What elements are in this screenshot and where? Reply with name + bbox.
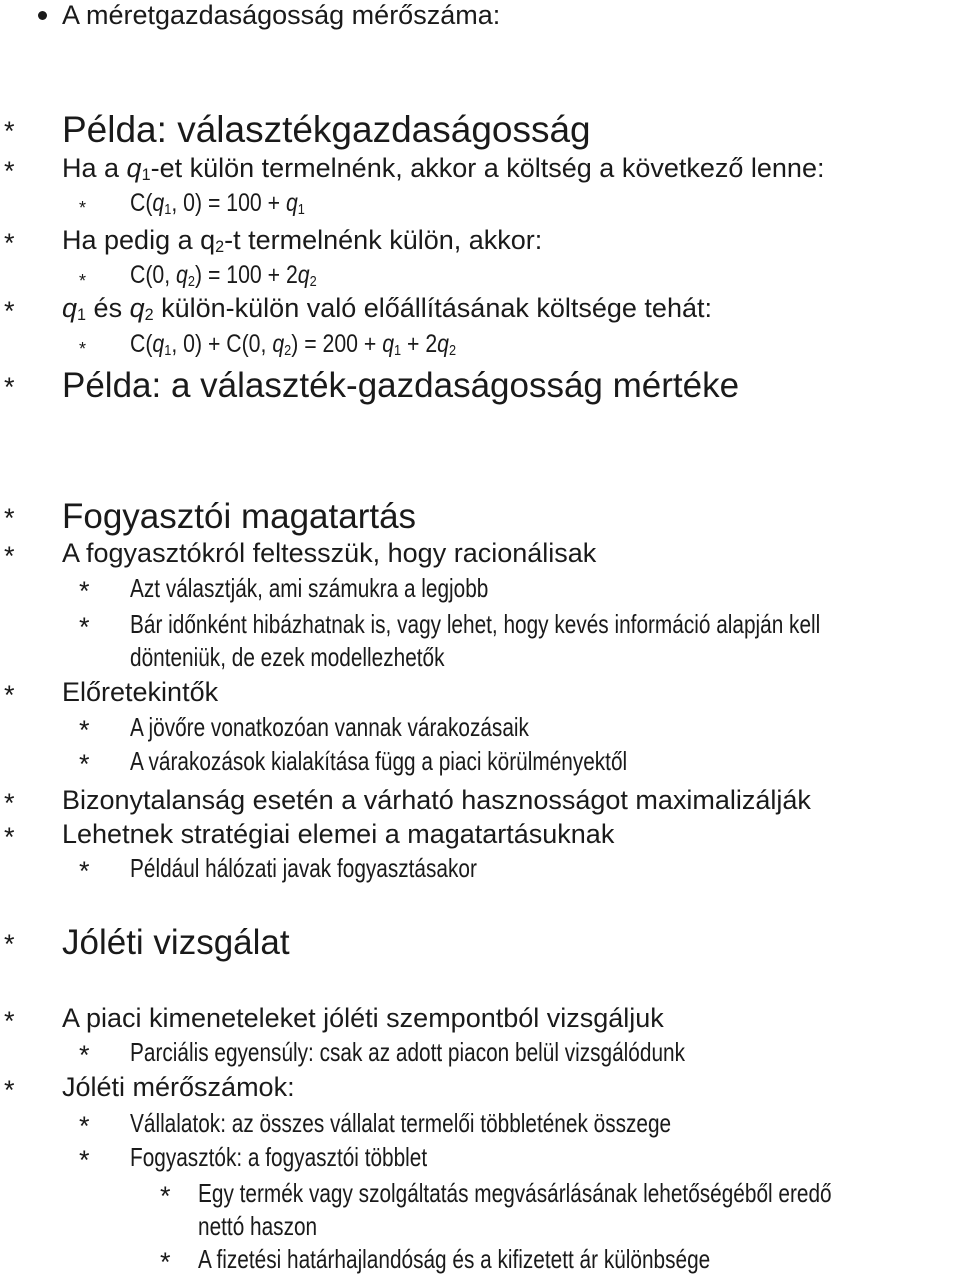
cost-formula-1: $C(q_1$, $0) = 100 + q_1$ <box>130 189 305 218</box>
welfare-measures: Jóléti mérőszámok: <box>62 1072 295 1102</box>
bullet-marker: * <box>79 339 87 359</box>
header-title-row <box>0 0 960 30</box>
partial-equilibrium: Parciális egyensúly: csak az adott piacon belül vizsgálódunk <box>130 1037 685 1067</box>
bullet-marker: * <box>4 503 15 533</box>
bullet-marker: * <box>4 1006 15 1036</box>
section-heading-example: Példa: választékgazdaságosság <box>62 109 591 150</box>
bullet-marker: * <box>79 715 90 745</box>
bullet-marker: * <box>160 1247 171 1277</box>
forward-looking: Előretekintők <box>62 677 219 707</box>
net-benefit-line-1: Egy termék vagy szolgáltatás megvásárlásának lehetőségéből eredő <box>198 1178 832 1208</box>
errors-line-1: Bár időnként hibázhatnak is, vagy lehet, hogy kevés információ alapján kell <box>130 609 821 639</box>
future-expectations: A jövőre vonatkozóan vannak várakozásaik <box>130 712 529 742</box>
bullet-marker: * <box>4 372 15 402</box>
scope-economies-measure: Példa: a választék-gazdaságosság mértéke <box>62 366 740 405</box>
errors-line-2: dönteniük, de ezek modellezhetők <box>130 642 445 672</box>
network-goods: Például hálózati javak fogyasztásakor <box>130 853 477 883</box>
bullet-marker: * <box>4 788 15 818</box>
page-title: A méretgazdaságosság mérőszáma: <box>62 0 501 30</box>
cost-formula-3: $C(q_1$, 0) + C(0, $q_2) = 200 + q_1 + 2q_2$ <box>130 330 457 359</box>
bullet-marker: * <box>79 576 90 606</box>
bullet-marker: * <box>4 228 15 258</box>
bullet-marker: * <box>4 1075 15 1105</box>
bullet-marker: * <box>79 1145 90 1175</box>
firms-surplus: Vállalatok: az összes vállalat termelői többletének összege <box>130 1108 672 1138</box>
bullet-marker: * <box>79 1111 90 1141</box>
bullet-marker: * <box>79 612 90 642</box>
bullet-marker: * <box>4 541 15 571</box>
bullet-marker: * <box>79 749 90 779</box>
bullet-marker: * <box>79 856 90 886</box>
bullet-marker: * <box>4 929 15 959</box>
rational-assumption: A fogyasztókról feltesszük, hogy racionálisak <box>62 538 597 568</box>
separate-production-text: Ha a $q_1-et$ külön termelnénk, akkor a költség a következő lenne: <box>62 153 825 185</box>
bullet-marker: * <box>79 198 87 218</box>
bullet-marker: * <box>4 822 15 852</box>
bullet-marker: * <box>79 271 87 291</box>
combined-cost-text: $q_1$ és $q_2$ külön-külön való előállításának költsége tehát: <box>62 293 712 325</box>
bullet-marker: * <box>160 1181 171 1211</box>
section-heading-consumer: Fogyasztói magatartás <box>62 497 417 536</box>
choose-best: Azt választják, ami számukra a legjobb <box>130 573 489 603</box>
net-benefit-line-2: nettó haszon <box>198 1211 318 1241</box>
bullet-marker: * <box>79 1040 90 1070</box>
bullet-marker: * <box>4 156 15 186</box>
expectation-formation: A várakozások kialakítása függ a piaci körülményektől <box>130 746 628 776</box>
cost-formula-2: C(0, $q_2) = 100 + 2q_2$ <box>130 261 317 290</box>
willingness-to-pay: A fizetési határhajlandóság és a kifizetett ár különbsége <box>198 1244 711 1274</box>
bullet-marker: * <box>4 296 15 326</box>
consumer-surplus: Fogyasztók: a fogyasztói többlet <box>130 1142 428 1172</box>
market-outcomes: A piaci kimeneteleket jóléti szempontból vizsgáljuk <box>62 1003 664 1033</box>
bullet-marker: * <box>4 680 15 710</box>
bullet-marker: * <box>4 116 15 146</box>
second-production-text: Ha pedig a $q_2-t$ termelnénk külön, akkor: <box>62 225 543 257</box>
strategic-elements: Lehetnek stratégiai elemei a magatartásuknak <box>62 819 615 849</box>
uncertainty-utility: Bizonytalanság esetén a várható hasznosságot maximalizálják <box>62 785 811 815</box>
bullet-dot-icon <box>38 11 47 20</box>
section-heading-welfare: Jóléti vizsgálat <box>62 923 290 962</box>
